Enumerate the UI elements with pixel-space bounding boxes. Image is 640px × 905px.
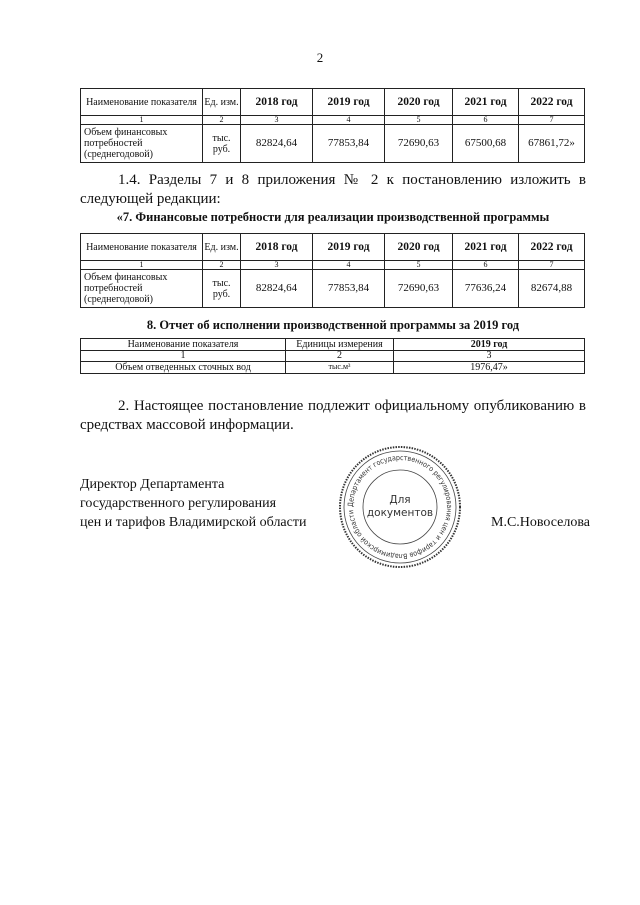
column-number: 6: [453, 116, 519, 125]
stamp-center-line: документов: [366, 507, 434, 519]
header-year: 2019 год: [313, 234, 385, 261]
column-number: 4: [313, 261, 385, 270]
table-financial-needs-new: [80, 233, 585, 308]
header-indicator: Наименование показателя: [81, 339, 286, 351]
column-number: 5: [385, 261, 453, 270]
column-number: 1: [81, 116, 203, 125]
header-year: 2020 год: [385, 89, 453, 116]
official-stamp: [335, 442, 465, 572]
position-line: цен и тарифов Владимирской области: [80, 515, 307, 530]
column-number: 3: [241, 116, 313, 125]
heading-section-8: 8. Отчет об исполнении производственной программы за 2019 год: [146, 318, 520, 332]
row-value: 67861,72»: [519, 125, 585, 163]
column-number: 7: [519, 116, 585, 125]
row-unit: тыс.м³: [286, 362, 394, 374]
row-value: 72690,63: [385, 125, 453, 163]
page-number: 2: [316, 50, 324, 65]
column-number: 7: [519, 261, 585, 270]
header-year: 2019 год: [394, 339, 585, 351]
row-unit: тыс. руб.: [203, 125, 241, 163]
header-year: 2020 год: [385, 234, 453, 261]
row-value: 67500,68: [453, 125, 519, 163]
column-number: 2: [203, 116, 241, 125]
column-number: 6: [453, 261, 519, 270]
signatory-position: [80, 475, 340, 532]
column-number: 3: [241, 261, 313, 270]
row-value: 77853,84: [313, 125, 385, 163]
stamp-center-line: Для: [389, 494, 411, 506]
row-indicator-name: Объем финансовых потребностей (среднегодовой): [81, 270, 203, 308]
table-financial-needs-old: [80, 88, 585, 163]
header-year: 2019 год: [313, 89, 385, 116]
column-number: 1: [81, 351, 286, 362]
row-indicator-name: Объем финансовых потребностей (среднегодовой): [81, 125, 203, 163]
heading-section-7: «7. Финансовые потребности для реализации производственной программы: [116, 210, 550, 224]
header-unit: Ед. изм.: [203, 89, 241, 116]
header-year: 2021 год: [453, 89, 519, 116]
row-value: 1976,47»: [394, 362, 585, 374]
header-year: 2018 год: [241, 89, 313, 116]
header-unit: Единицы измерения: [286, 339, 394, 351]
position-line: государственного регулирования: [80, 496, 277, 511]
signatory-name: М.С.Новоселова: [491, 515, 590, 530]
column-number: 3: [394, 351, 585, 362]
row-value: 82824,64: [241, 270, 313, 308]
stamp-ring-text: Департамент государственного регулирования цен и тарифов Владимирской области: [345, 452, 455, 562]
row-value: 82824,64: [241, 125, 313, 163]
column-number: 5: [385, 116, 453, 125]
position-line: Директор Департамента: [80, 477, 225, 492]
row-value: 82674,88: [519, 270, 585, 308]
column-number: 4: [313, 116, 385, 125]
row-indicator-name: Объем отведенных сточных вод: [81, 362, 286, 374]
row-unit: тыс. руб.: [203, 270, 241, 308]
paragraph-2: 2. Настоящее постановление подлежит официальному опубликованию в средствах массовой информации.: [80, 398, 586, 433]
column-number: 2: [203, 261, 241, 270]
header-indicator: Наименование показателя: [81, 234, 203, 261]
header-year: 2022 год: [519, 234, 585, 261]
header-unit: Ед. изм.: [203, 234, 241, 261]
row-value: 77636,24: [453, 270, 519, 308]
column-number: 2: [286, 351, 394, 362]
column-number: 1: [81, 261, 203, 270]
header-year: 2021 год: [453, 234, 519, 261]
row-value: 72690,63: [385, 270, 453, 308]
stamp-graphic: [335, 442, 465, 572]
paragraph-1-4: 1.4. Разделы 7 и 8 приложения № 2 к постановлению изложить в следующей редакции:: [80, 172, 586, 207]
header-indicator: Наименование показателя: [81, 89, 203, 116]
row-value: 77853,84: [313, 270, 385, 308]
header-year: 2022 год: [519, 89, 585, 116]
table-program-report: [80, 338, 585, 374]
header-year: 2018 год: [241, 234, 313, 261]
